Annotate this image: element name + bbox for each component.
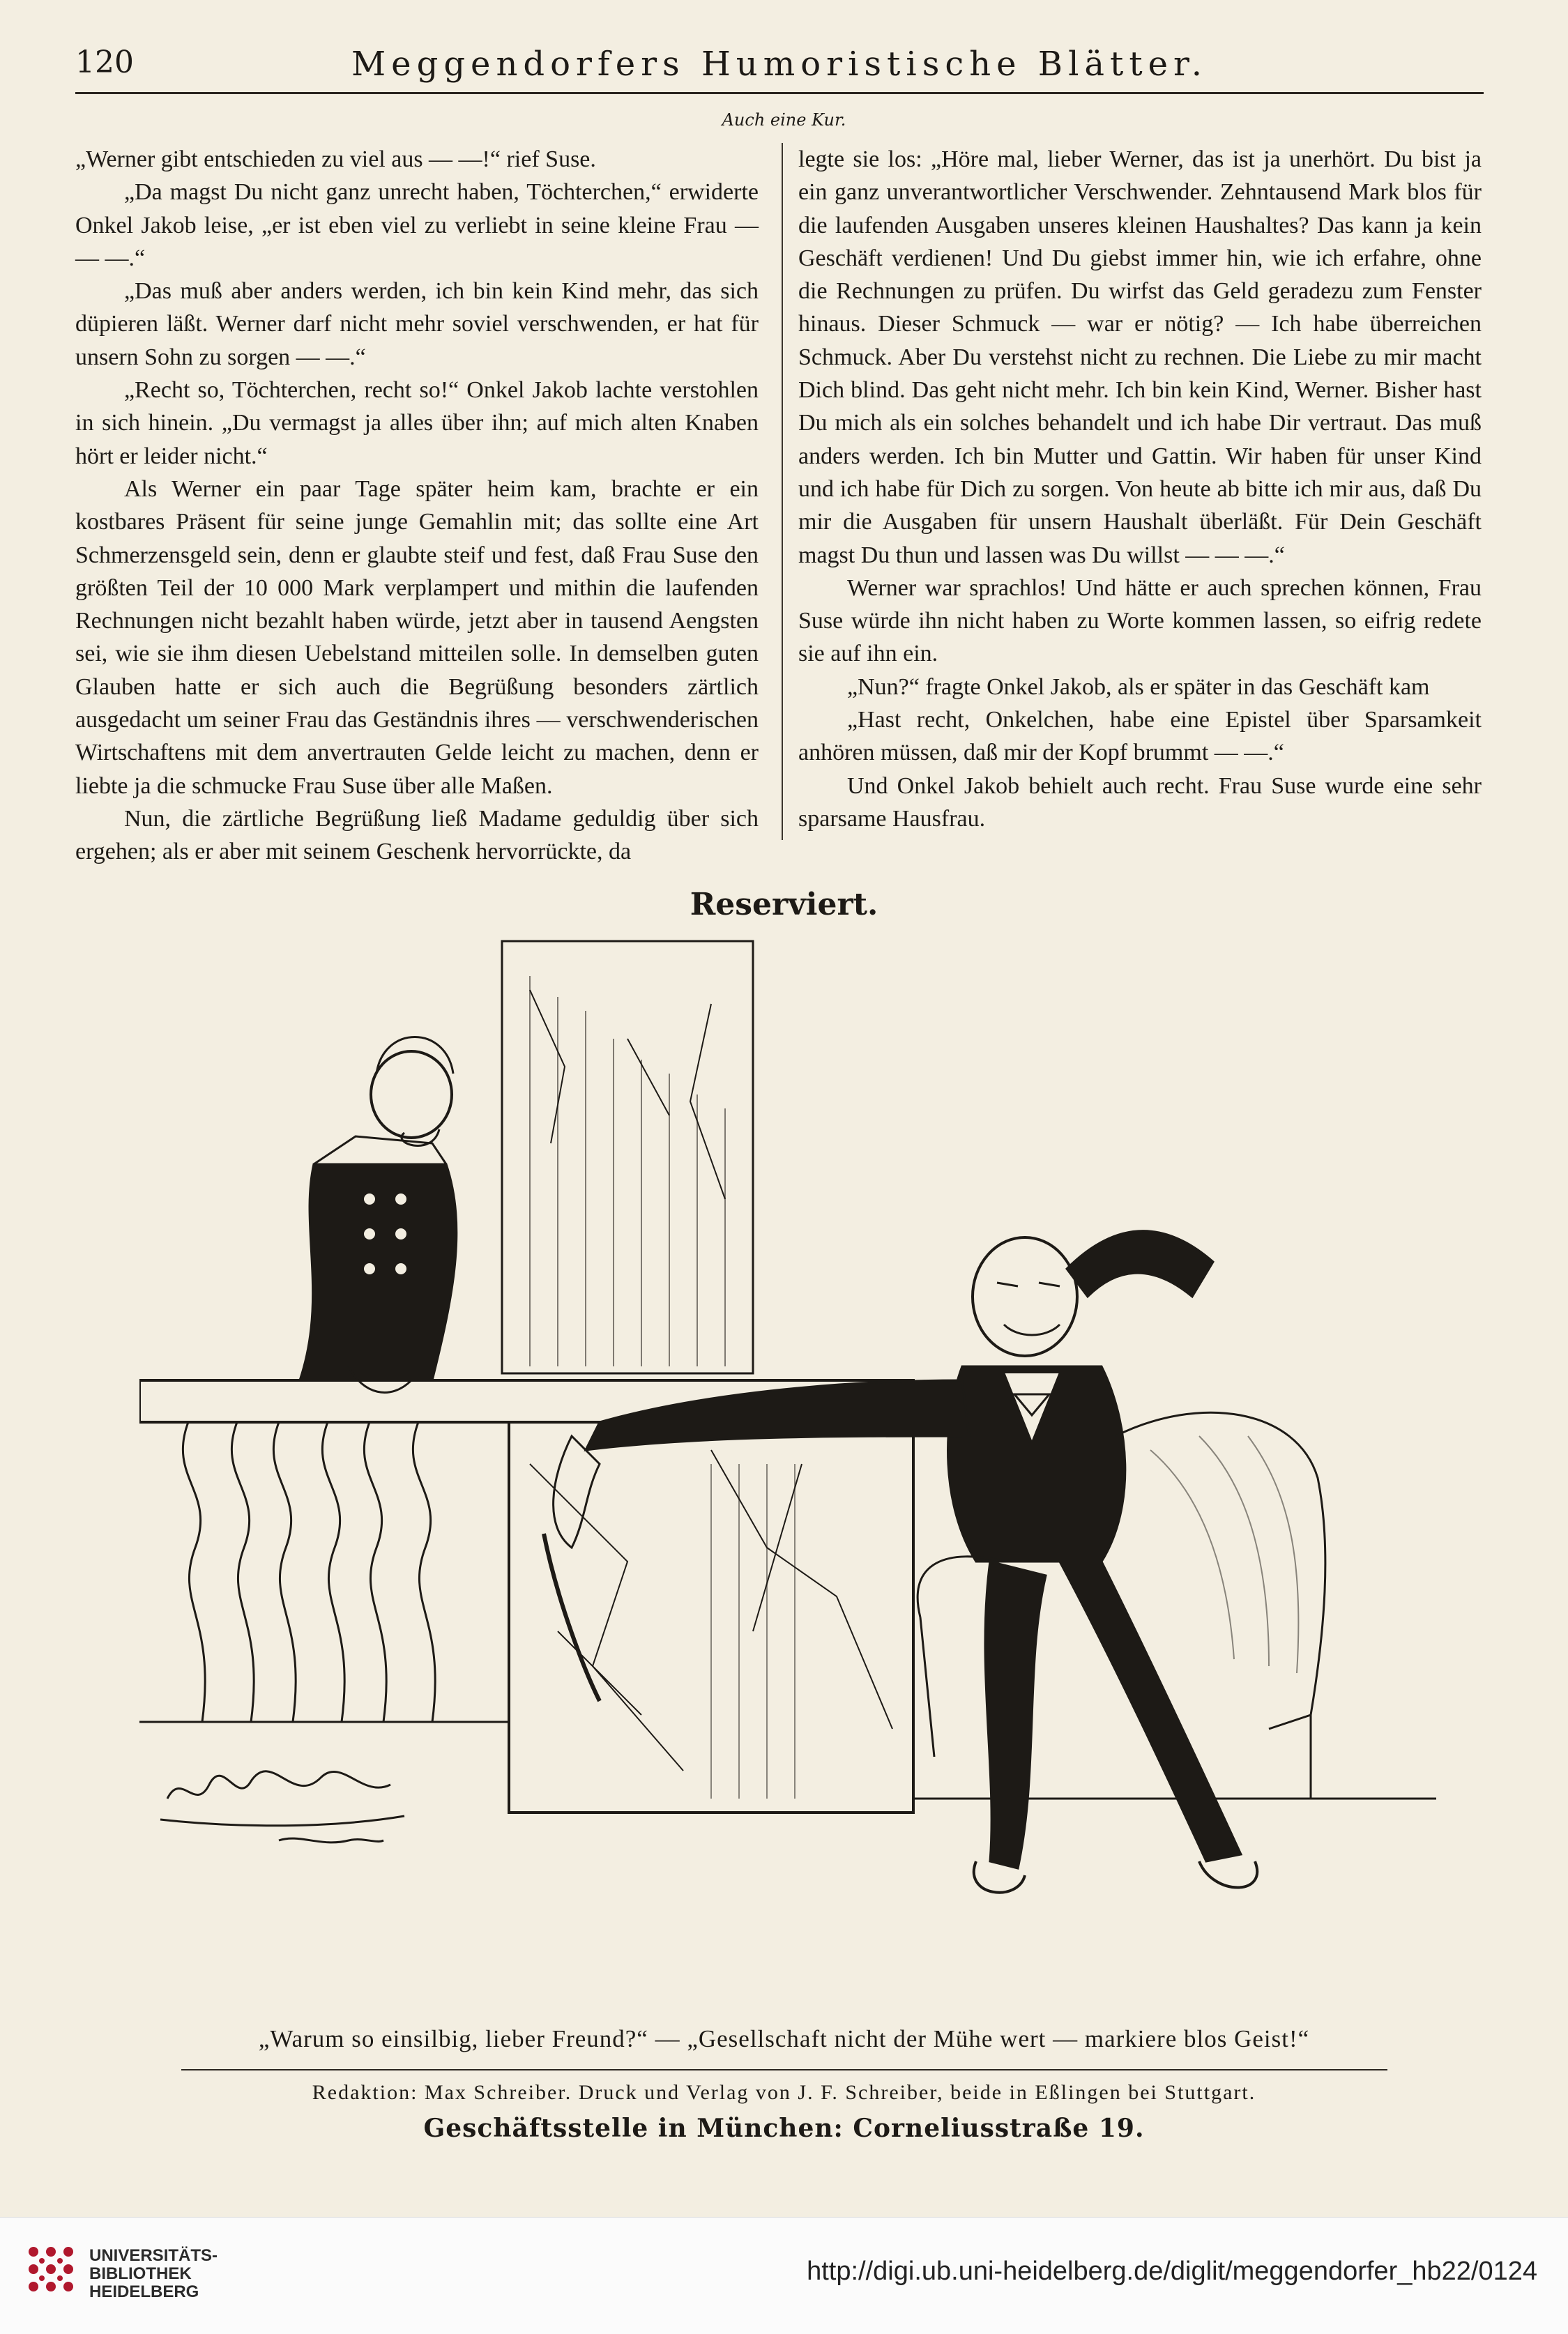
library-name-line: BIBLIOTHEK xyxy=(89,2264,192,2283)
university-library-logo-icon xyxy=(20,2241,82,2304)
paragraph: Als Werner ein paar Tage später heim kam, brachte er ein kostbares Präsent für seine junge Gemahlin mit; das sollte eine Art Schmerzensgeld sein, denn er glaubte steif und fest, daß Frau Suse den größten Teil der 10 000 Mark verplampert und mithin die laufenden Rechnungen nicht bezahlt haben würde, jetzt aber in tausend Aengsten sei, wie sie ihm diesen Uebelstand mitteilen solle. In demselben guten Glauben hatte er sich auch die Begrüßung besonders zärtlich ausgedacht um seiner Frau das Geständnis ihres — verschwenderischen Wirtschaftens mit dem anvertrauten Gelde leicht zu machen, denn er liebte ja die schmucke Frau Suse über alle Maßen. xyxy=(75,475,759,799)
officer-figure xyxy=(300,1037,457,1393)
paragraph: „Hast recht, Onkelchen, habe eine Epistel über Sparsamkeit anhören müssen, daß mir der Kopf brummt — —.“ xyxy=(798,707,1482,766)
publisher-credits: Redaktion: Max Schreiber. Druck und Verlag von J. F. Schreiber, beide in Eßlingen bei Stuttgart. xyxy=(312,2081,1256,2104)
paragraph: Und Onkel Jakob behielt auch recht. Frau Suse wurde eine sehr sparsame Hausfrau. xyxy=(798,772,1482,832)
paragraph: Werner war sprachlos! Und hätte er auch sprechen können, Frau Suse würde ihn nicht haben zu Worte kommen lassen, so eifrig redete sie auf ihn ein. xyxy=(798,574,1482,667)
story-column-right xyxy=(798,143,1482,835)
library-name xyxy=(89,2247,298,2301)
masthead: Meggendorfers Humoristische Blätter. xyxy=(351,45,1208,84)
page-header xyxy=(75,43,1484,94)
wall-hatching xyxy=(502,948,725,1366)
paragraph: „Nun?“ fragte Onkel Jakob, als er später in das Geschäft kam xyxy=(847,673,1430,700)
library-bar xyxy=(0,2217,1568,2334)
cartoon-caption: „Warum so einsilbig, lieber Freund?“ — „Gesellschaft nicht der Mühe wert — markiere blos Geist!“ xyxy=(258,2025,1310,2052)
business-office: Geschäftsstelle in München: Corneliusstraße 19. xyxy=(423,2114,1145,2143)
seated-man-figure xyxy=(544,1231,1257,1893)
page-number: 120 xyxy=(75,45,134,80)
paragraph: „Da magst Du nicht ganz unrecht haben, Töchterchen,“ erwiderte Onkel Jakob leise, „er ist eben viel zu verliebt in seine kleine Frau — — —.“ xyxy=(75,179,759,271)
footer-rule xyxy=(181,2069,1387,2070)
paragraph: „Werner gibt entschieden zu viel aus — —!“ rief Suse. xyxy=(75,146,596,172)
paragraph: „Das muß aber anders werden, ich bin kein Kind mehr, das sich düpieren läßt. Werner darf nicht mehr soviel verschwenden, er hat für unsern Sohn zu sorgen — —.“ xyxy=(75,278,759,370)
cartoon-illustration xyxy=(139,934,1436,2001)
artist-signature xyxy=(160,1771,404,1843)
cartoon-title: Reserviert. xyxy=(690,887,878,922)
story-column-left xyxy=(75,143,759,869)
paragraph: „Recht so, Töchterchen, recht so!“ Onkel Jakob lachte verstohlen in sich hinein. „Du vermagst ja alles über ihn; auf mich alten Knaben hört er leider nicht.“ xyxy=(75,377,759,469)
source-url-link[interactable]: http://digi.ub.uni-heidelberg.de/diglit/meggendorfer_hb22/0124 xyxy=(807,2257,1537,2286)
marble-pillar xyxy=(502,941,753,1373)
column-divider xyxy=(782,143,783,840)
paragraph: Nun, die zärtliche Begrüßung ließ Madame geduldig über sich ergehen; als er aber mit seinem Geschenk hervorrückte, da xyxy=(75,805,759,865)
paragraph: legte sie los: „Höre mal, lieber Werner, das ist ja unerhört. Du bist ja ein ganz unverantwortlicher Verschwender. Zehntausend Mark blos für die laufenden Ausgaben unseres kleinen Haushaltes? Das kann ja kein Geschäft verdienen! Und Du giebst immer hin, wie ich erfahre, ohne die Rechnungen zu prüfen. Du wirfst das Geld geradezu zum Fenster hinaus. Dieser Schmuck — war er nötig? — Ich habe überreichen Schmuck. Aber Du verstehst nicht zu rechnen. Die Liebe zu mir macht Dich blind. Das geht nicht mehr. Ich bin kein Kind, Werner. Bisher hast Du mich als ein solches behandelt und ich habe Dir vertraut. Das muß anders werden. Ich bin Mutter und Gattin. Wir haben für unser Kind und ich habe für Dich zu sorgen. Von heute ab bitte ich mir aus, daß Du mir die Ausgaben für unsern Haushalt überläßt. Für Dein Geschäft magst Du thun und lassen was Du willst — — —.“ xyxy=(798,146,1482,568)
balusters xyxy=(183,1422,435,1722)
story-title: Auch eine Kur. xyxy=(722,110,846,130)
library-name-line: HEIDELBERG xyxy=(89,2282,199,2301)
library-name-line: UNIVERSITÄTS- xyxy=(89,2246,218,2265)
